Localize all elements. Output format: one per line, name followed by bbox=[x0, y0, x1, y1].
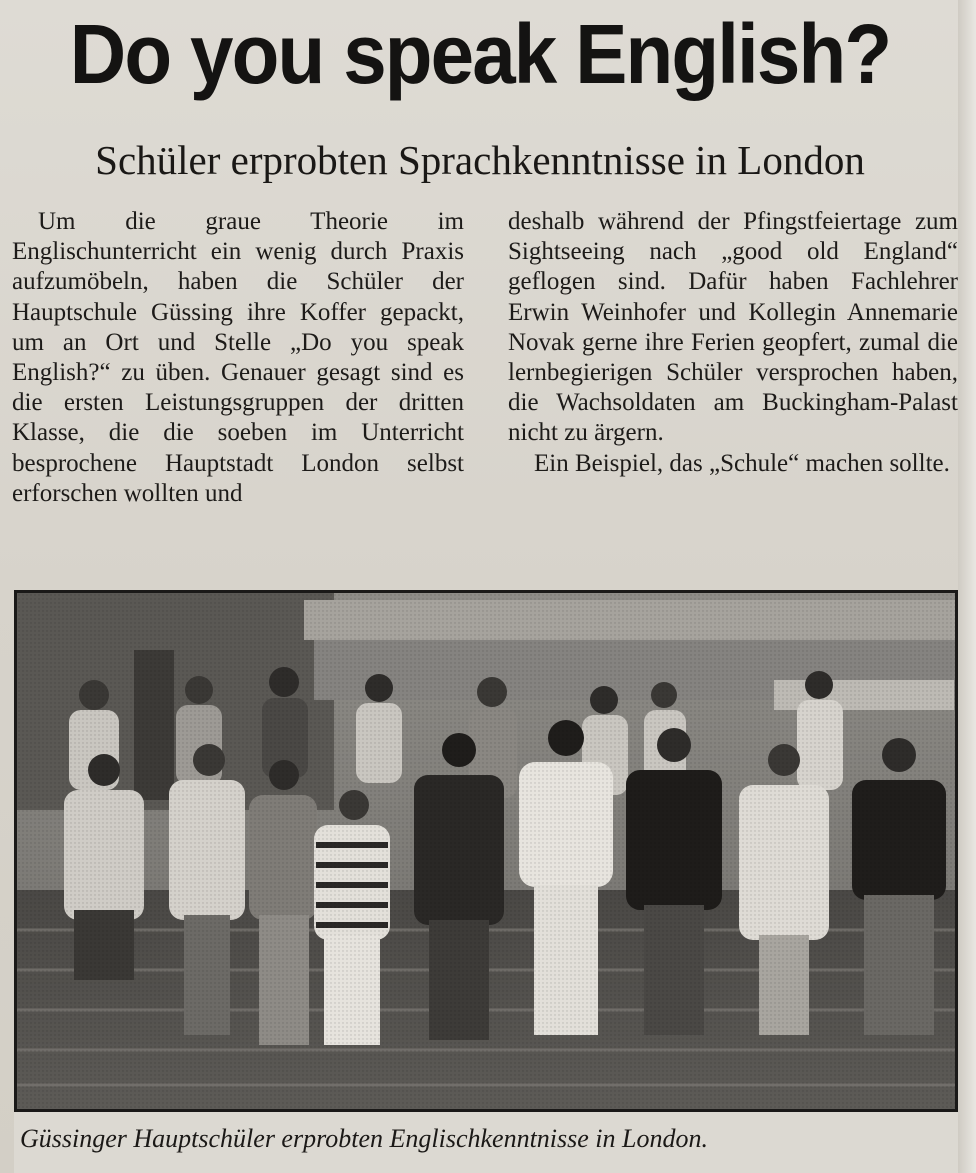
paper-edge bbox=[958, 0, 976, 1173]
photo-caption bbox=[14, 1112, 958, 1173]
group-photo-image bbox=[14, 590, 958, 1112]
article-paragraph-1-continued: deshalb während der Pfingstfeiertage zum Sightseeing nach „good old England“ geflogen sind. Dafür haben Fachlehrer Erwin Weinhofer und Kollegin Annemarie Novak gerne ihre Ferien geopfert, zumal die lernbegierigen Schüler versprochen haben, die Wachsoldaten am Buckingham-Palast nicht zu ärgern. bbox=[508, 208, 958, 447]
article-column-left bbox=[12, 207, 464, 509]
article-headline: Do you speak English? bbox=[69, 7, 891, 101]
article-column-right bbox=[508, 207, 958, 479]
article-paragraph-1: Um die graue Theorie im Englischunterricht ein wenig durch Praxis aufzumöbeln, haben die Schüler der Hauptschule Güssing ihre Koffer gepackt, um an Ort und Stelle „Do you speak English?“ zu üben. Genauer gesagt sind es die ersten Leistungsgruppen der dritten Klasse, die die soeben im Unterricht besprochene Hauptstadt London selbst erforschen wollten und bbox=[12, 208, 464, 507]
article-paragraph-2: Ein Beispiel, das „Schule“ machen sollte. bbox=[534, 449, 950, 477]
group-photo bbox=[14, 590, 958, 1112]
photo-caption-text: Güssinger Hauptschüler erprobten Englischkenntnisse in London. bbox=[20, 1124, 708, 1153]
article-subheadline: Schüler erprobten Sprachkenntnisse in London bbox=[95, 137, 865, 183]
